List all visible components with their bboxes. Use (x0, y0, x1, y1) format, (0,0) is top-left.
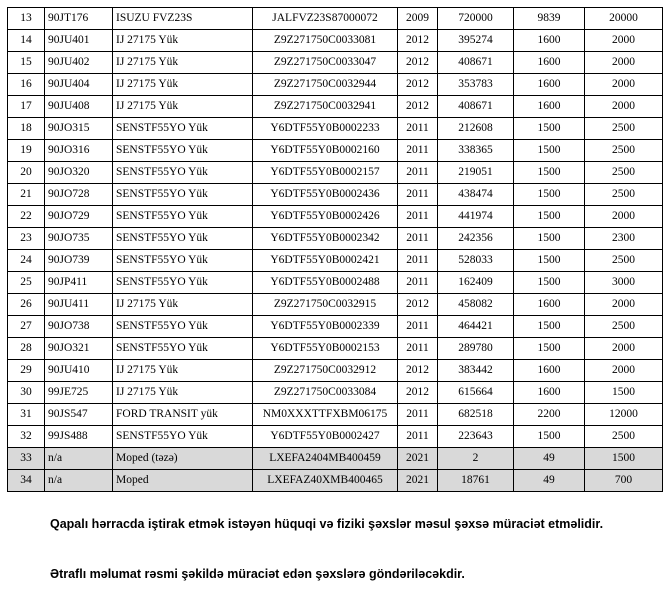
cell-vin-number: Z9Z271750C0032912 (253, 360, 398, 382)
cell-vin-number: Z9Z271750C0033081 (253, 30, 398, 52)
cell-vehicle-model: SENSTF55YO Yük (113, 316, 253, 338)
cell-plate-number: 90JU401 (45, 30, 113, 52)
cell-price: 2500 (585, 250, 663, 272)
cell-row-number: 34 (8, 470, 45, 492)
cell-vehicle-model: IJ 27175 Yük (113, 360, 253, 382)
cell-vehicle-model: Moped (təzə) (113, 448, 253, 470)
cell-plate-number: 90JU408 (45, 96, 113, 118)
cell-vehicle-model: SENSTF55YO Yük (113, 140, 253, 162)
cell-engine-volume: 1500 (514, 250, 585, 272)
cell-engine-volume: 1500 (514, 272, 585, 294)
cell-vin-number: Y6DTF55Y0B0002153 (253, 338, 398, 360)
cell-vehicle-model: IJ 27175 Yük (113, 52, 253, 74)
cell-price: 2500 (585, 140, 663, 162)
cell-vehicle-model: IJ 27175 Yük (113, 294, 253, 316)
table-row (8, 184, 663, 206)
cell-engine-volume: 1600 (514, 96, 585, 118)
cell-row-number: 30 (8, 382, 45, 404)
cell-engine-volume: 49 (514, 470, 585, 492)
table-row (8, 162, 663, 184)
cell-year: 2012 (398, 52, 438, 74)
cell-mileage: 408671 (438, 52, 514, 74)
cell-vehicle-model: IJ 27175 Yük (113, 30, 253, 52)
cell-vin-number: Y6DTF55Y0B0002426 (253, 206, 398, 228)
vehicle-table (7, 7, 663, 492)
cell-year: 2011 (398, 228, 438, 250)
cell-vehicle-model: ISUZU FVZ23S (113, 8, 253, 30)
cell-year: 2012 (398, 30, 438, 52)
cell-plate-number: 90JS547 (45, 404, 113, 426)
cell-year: 2021 (398, 470, 438, 492)
cell-row-number: 26 (8, 294, 45, 316)
cell-vin-number: Z9Z271750C0032944 (253, 74, 398, 96)
table-row (8, 382, 663, 404)
cell-engine-volume: 49 (514, 448, 585, 470)
cell-price: 20000 (585, 8, 663, 30)
cell-vin-number: Y6DTF55Y0B0002488 (253, 272, 398, 294)
cell-plate-number: 90JO739 (45, 250, 113, 272)
cell-price: 2500 (585, 184, 663, 206)
cell-plate-number: 90JO321 (45, 338, 113, 360)
table-row (8, 316, 663, 338)
cell-engine-volume: 1500 (514, 316, 585, 338)
cell-row-number: 21 (8, 184, 45, 206)
cell-vin-number: Y6DTF55Y0B0002157 (253, 162, 398, 184)
cell-vehicle-model: FORD TRANSIT yük (113, 404, 253, 426)
cell-row-number: 22 (8, 206, 45, 228)
cell-row-number: 15 (8, 52, 45, 74)
table-row (8, 470, 663, 492)
cell-mileage: 18761 (438, 470, 514, 492)
cell-plate-number: 90JP411 (45, 272, 113, 294)
cell-year: 2011 (398, 404, 438, 426)
cell-mileage: 219051 (438, 162, 514, 184)
cell-year: 2012 (398, 96, 438, 118)
cell-price: 2500 (585, 316, 663, 338)
cell-plate-number: 90JO315 (45, 118, 113, 140)
cell-engine-volume: 1500 (514, 206, 585, 228)
cell-vin-number: Z9Z271750C0032915 (253, 294, 398, 316)
cell-plate-number: 90JU404 (45, 74, 113, 96)
cell-price: 700 (585, 470, 663, 492)
cell-plate-number: n/a (45, 448, 113, 470)
cell-mileage: 289780 (438, 338, 514, 360)
cell-price: 2000 (585, 30, 663, 52)
table-row (8, 448, 663, 470)
cell-row-number: 14 (8, 30, 45, 52)
cell-mileage: 162409 (438, 272, 514, 294)
cell-year: 2012 (398, 360, 438, 382)
cell-year: 2011 (398, 426, 438, 448)
cell-engine-volume: 1600 (514, 52, 585, 74)
cell-row-number: 29 (8, 360, 45, 382)
table-row (8, 404, 663, 426)
cell-vehicle-model: SENSTF55YO Yük (113, 272, 253, 294)
cell-vin-number: Y6DTF55Y0B0002342 (253, 228, 398, 250)
cell-mileage: 2 (438, 448, 514, 470)
cell-vin-number: NM0XXXTTFXBM06175 (253, 404, 398, 426)
cell-plate-number: 90JT176 (45, 8, 113, 30)
table-row (8, 338, 663, 360)
table-row (8, 360, 663, 382)
cell-price: 12000 (585, 404, 663, 426)
cell-price: 2000 (585, 96, 663, 118)
table-row (8, 118, 663, 140)
cell-vin-number: Y6DTF55Y0B0002160 (253, 140, 398, 162)
table-row (8, 8, 663, 30)
cell-year: 2011 (398, 272, 438, 294)
cell-mileage: 212608 (438, 118, 514, 140)
cell-mileage: 353783 (438, 74, 514, 96)
cell-vehicle-model: SENSTF55YO Yük (113, 118, 253, 140)
cell-vin-number: Y6DTF55Y0B0002233 (253, 118, 398, 140)
table-row (8, 30, 663, 52)
cell-vin-number: Z9Z271750C0032941 (253, 96, 398, 118)
cell-price: 2000 (585, 74, 663, 96)
table-row (8, 426, 663, 448)
cell-row-number: 16 (8, 74, 45, 96)
cell-price: 2500 (585, 426, 663, 448)
cell-year: 2011 (398, 206, 438, 228)
cell-year: 2011 (398, 316, 438, 338)
cell-mileage: 615664 (438, 382, 514, 404)
table-row (8, 96, 663, 118)
cell-mileage: 338365 (438, 140, 514, 162)
cell-engine-volume: 1600 (514, 30, 585, 52)
cell-mileage: 383442 (438, 360, 514, 382)
table-row (8, 74, 663, 96)
cell-year: 2012 (398, 382, 438, 404)
cell-mileage: 441974 (438, 206, 514, 228)
cell-vehicle-model: IJ 27175 Yük (113, 74, 253, 96)
cell-vehicle-model: IJ 27175 Yük (113, 382, 253, 404)
cell-mileage: 682518 (438, 404, 514, 426)
cell-engine-volume: 1500 (514, 184, 585, 206)
cell-year: 2021 (398, 448, 438, 470)
cell-vehicle-model: SENSTF55YO Yük (113, 162, 253, 184)
cell-vehicle-model: SENSTF55YO Yük (113, 426, 253, 448)
cell-mileage: 720000 (438, 8, 514, 30)
cell-price: 2500 (585, 162, 663, 184)
cell-price: 2000 (585, 294, 663, 316)
cell-vehicle-model: SENSTF55YO Yük (113, 228, 253, 250)
cell-engine-volume: 1600 (514, 382, 585, 404)
cell-price: 2000 (585, 52, 663, 74)
table-row (8, 140, 663, 162)
cell-vehicle-model: Moped (113, 470, 253, 492)
cell-vin-number: Y6DTF55Y0B0002436 (253, 184, 398, 206)
cell-engine-volume: 1500 (514, 228, 585, 250)
cell-year: 2011 (398, 140, 438, 162)
cell-plate-number: 99JS488 (45, 426, 113, 448)
cell-vehicle-model: SENSTF55YO Yük (113, 184, 253, 206)
cell-price: 2500 (585, 118, 663, 140)
cell-engine-volume: 2200 (514, 404, 585, 426)
note-participation: Qapalı hərracda iştirak etmək istəyən hüquqi və fiziki şəxslər məsul şəxsə müraciət etməlidir. (50, 517, 604, 531)
table-row (8, 228, 663, 250)
cell-vin-number: LXEFAZ40XMB400465 (253, 470, 398, 492)
cell-price: 2000 (585, 206, 663, 228)
cell-row-number: 32 (8, 426, 45, 448)
cell-row-number: 27 (8, 316, 45, 338)
cell-price: 1500 (585, 448, 663, 470)
cell-year: 2011 (398, 162, 438, 184)
cell-mileage: 223643 (438, 426, 514, 448)
cell-price: 2300 (585, 228, 663, 250)
cell-row-number: 28 (8, 338, 45, 360)
cell-row-number: 31 (8, 404, 45, 426)
cell-vin-number: Y6DTF55Y0B0002339 (253, 316, 398, 338)
cell-plate-number: 90JU402 (45, 52, 113, 74)
cell-mileage: 395274 (438, 30, 514, 52)
cell-plate-number: 90JU411 (45, 294, 113, 316)
cell-year: 2012 (398, 294, 438, 316)
table-row (8, 206, 663, 228)
cell-year: 2012 (398, 74, 438, 96)
cell-row-number: 13 (8, 8, 45, 30)
cell-price: 2000 (585, 360, 663, 382)
cell-row-number: 25 (8, 272, 45, 294)
cell-row-number: 23 (8, 228, 45, 250)
cell-plate-number: 90JO738 (45, 316, 113, 338)
cell-plate-number: 99JE725 (45, 382, 113, 404)
cell-vin-number: Z9Z271750C0033047 (253, 52, 398, 74)
cell-mileage: 408671 (438, 96, 514, 118)
cell-engine-volume: 1500 (514, 162, 585, 184)
cell-mileage: 242356 (438, 228, 514, 250)
cell-row-number: 24 (8, 250, 45, 272)
cell-year: 2011 (398, 250, 438, 272)
cell-price: 2000 (585, 338, 663, 360)
cell-plate-number: 90JO735 (45, 228, 113, 250)
cell-plate-number: 90JO729 (45, 206, 113, 228)
cell-engine-volume: 1500 (514, 338, 585, 360)
cell-plate-number: 90JO316 (45, 140, 113, 162)
cell-engine-volume: 1600 (514, 74, 585, 96)
cell-year: 2011 (398, 118, 438, 140)
cell-plate-number: 90JU410 (45, 360, 113, 382)
cell-engine-volume: 1600 (514, 294, 585, 316)
cell-row-number: 17 (8, 96, 45, 118)
cell-vehicle-model: SENSTF55YO Yük (113, 250, 253, 272)
cell-engine-volume: 9839 (514, 8, 585, 30)
cell-plate-number: 90JO320 (45, 162, 113, 184)
cell-vehicle-model: SENSTF55YO Yük (113, 206, 253, 228)
cell-plate-number: 90JO728 (45, 184, 113, 206)
cell-vin-number: JALFVZ23S87000072 (253, 8, 398, 30)
vehicle-table-body (8, 8, 663, 492)
table-row (8, 250, 663, 272)
cell-row-number: 20 (8, 162, 45, 184)
cell-mileage: 438474 (438, 184, 514, 206)
cell-engine-volume: 1500 (514, 140, 585, 162)
cell-vin-number: LXEFA2404MB400459 (253, 448, 398, 470)
cell-vin-number: Y6DTF55Y0B0002427 (253, 426, 398, 448)
cell-price: 3000 (585, 272, 663, 294)
cell-mileage: 464421 (438, 316, 514, 338)
cell-year: 2011 (398, 184, 438, 206)
cell-row-number: 18 (8, 118, 45, 140)
cell-vehicle-model: IJ 27175 Yük (113, 96, 253, 118)
cell-engine-volume: 1500 (514, 118, 585, 140)
cell-row-number: 19 (8, 140, 45, 162)
cell-year: 2009 (398, 8, 438, 30)
cell-vin-number: Y6DTF55Y0B0002421 (253, 250, 398, 272)
table-row (8, 52, 663, 74)
cell-year: 2011 (398, 338, 438, 360)
cell-mileage: 458082 (438, 294, 514, 316)
table-row (8, 294, 663, 316)
note-information: Ətraflı məlumat rəsmi şəkildə müraciət edən şəxslərə göndəriləcəkdir. (50, 567, 465, 581)
cell-vehicle-model: SENSTF55YO Yük (113, 338, 253, 360)
cell-price: 1500 (585, 382, 663, 404)
cell-row-number: 33 (8, 448, 45, 470)
cell-engine-volume: 1600 (514, 360, 585, 382)
cell-engine-volume: 1500 (514, 426, 585, 448)
cell-mileage: 528033 (438, 250, 514, 272)
cell-vin-number: Z9Z271750C0033084 (253, 382, 398, 404)
table-row (8, 272, 663, 294)
cell-plate-number: n/a (45, 470, 113, 492)
